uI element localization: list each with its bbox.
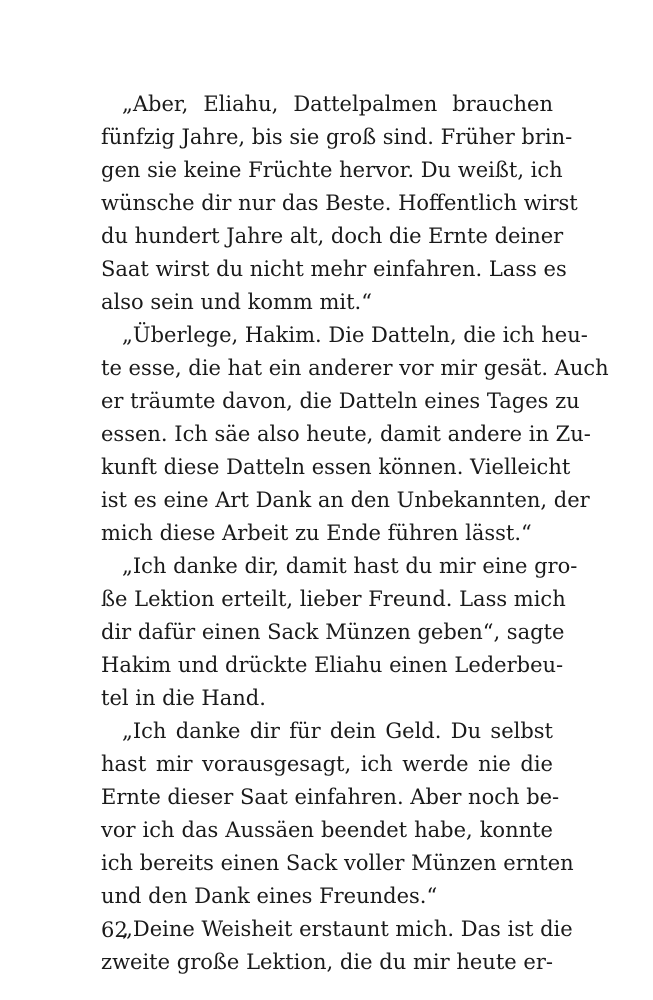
text-line: te esse, die hat ein anderer vor mir gesät. Auch <box>101 356 609 380</box>
body-text <box>101 88 609 979</box>
text-line: zweite große Lektion, die du mir heute er- <box>101 950 553 974</box>
paragraph <box>101 715 574 913</box>
text-line: ist es eine Art Dank an den Unbekannten, der <box>101 488 590 512</box>
text-line: „Überlege, Hakim. Die Datteln, die ich heu- <box>122 323 588 347</box>
text-line: Ernte dieser Saat einfahren. Aber noch be- <box>101 785 560 809</box>
paragraph <box>101 88 578 319</box>
text-line: ße Lektion erteilt, lieber Freund. Lass mich <box>101 587 566 611</box>
text-line: „Deine Weisheit erstaunt mich. Das ist die <box>122 917 573 941</box>
text-line: er träumte davon, die Datteln eines Tages zu <box>101 389 580 413</box>
text-line: ich bereits einen Sack voller Münzen ernten <box>101 851 574 875</box>
page-number: 62 <box>101 918 128 942</box>
text-line: Hakim und drückte Eliahu einen Lederbeu- <box>101 653 564 677</box>
text-line: essen. Ich säe also heute, damit andere in Zu- <box>101 422 591 446</box>
text-line: „Aber, Eliahu, Dattelpalmen brauchen <box>122 92 553 116</box>
text-line: tel in die Hand. <box>101 686 266 710</box>
text-line: Saat wirst du nicht mehr einfahren. Lass es <box>101 257 567 281</box>
text-line: hast mir vorausgesagt, ich werde nie die <box>101 752 553 776</box>
text-line: gen sie keine Früchte hervor. Du weißt, ich <box>101 158 563 182</box>
text-line: mich diese Arbeit zu Ende führen lässt.“ <box>101 521 532 545</box>
text-line: und den Dank eines Freundes.“ <box>101 884 438 908</box>
text-line: „Ich danke dir, damit hast du mir eine gro- <box>122 554 578 578</box>
text-line: also sein und komm mit.“ <box>101 290 372 314</box>
paragraph <box>101 319 609 550</box>
text-line: „Ich danke dir für dein Geld. Du selbst <box>122 719 553 743</box>
text-line: kunft diese Datteln essen können. Vielleicht <box>101 455 571 479</box>
text-line: dir dafür einen Sack Münzen geben“, sagte <box>101 620 565 644</box>
text-line: vor ich das Aussäen beendet habe, konnte <box>101 818 553 842</box>
text-line: du hundert Jahre alt, doch die Ernte deiner <box>101 224 564 248</box>
text-line: wünsche dir nur das Beste. Hoffentlich wirst <box>101 191 578 215</box>
paragraph <box>101 550 578 715</box>
paragraph <box>101 913 573 979</box>
text-line: fünfzig Jahre, bis sie groß sind. Früher brin- <box>101 125 573 149</box>
